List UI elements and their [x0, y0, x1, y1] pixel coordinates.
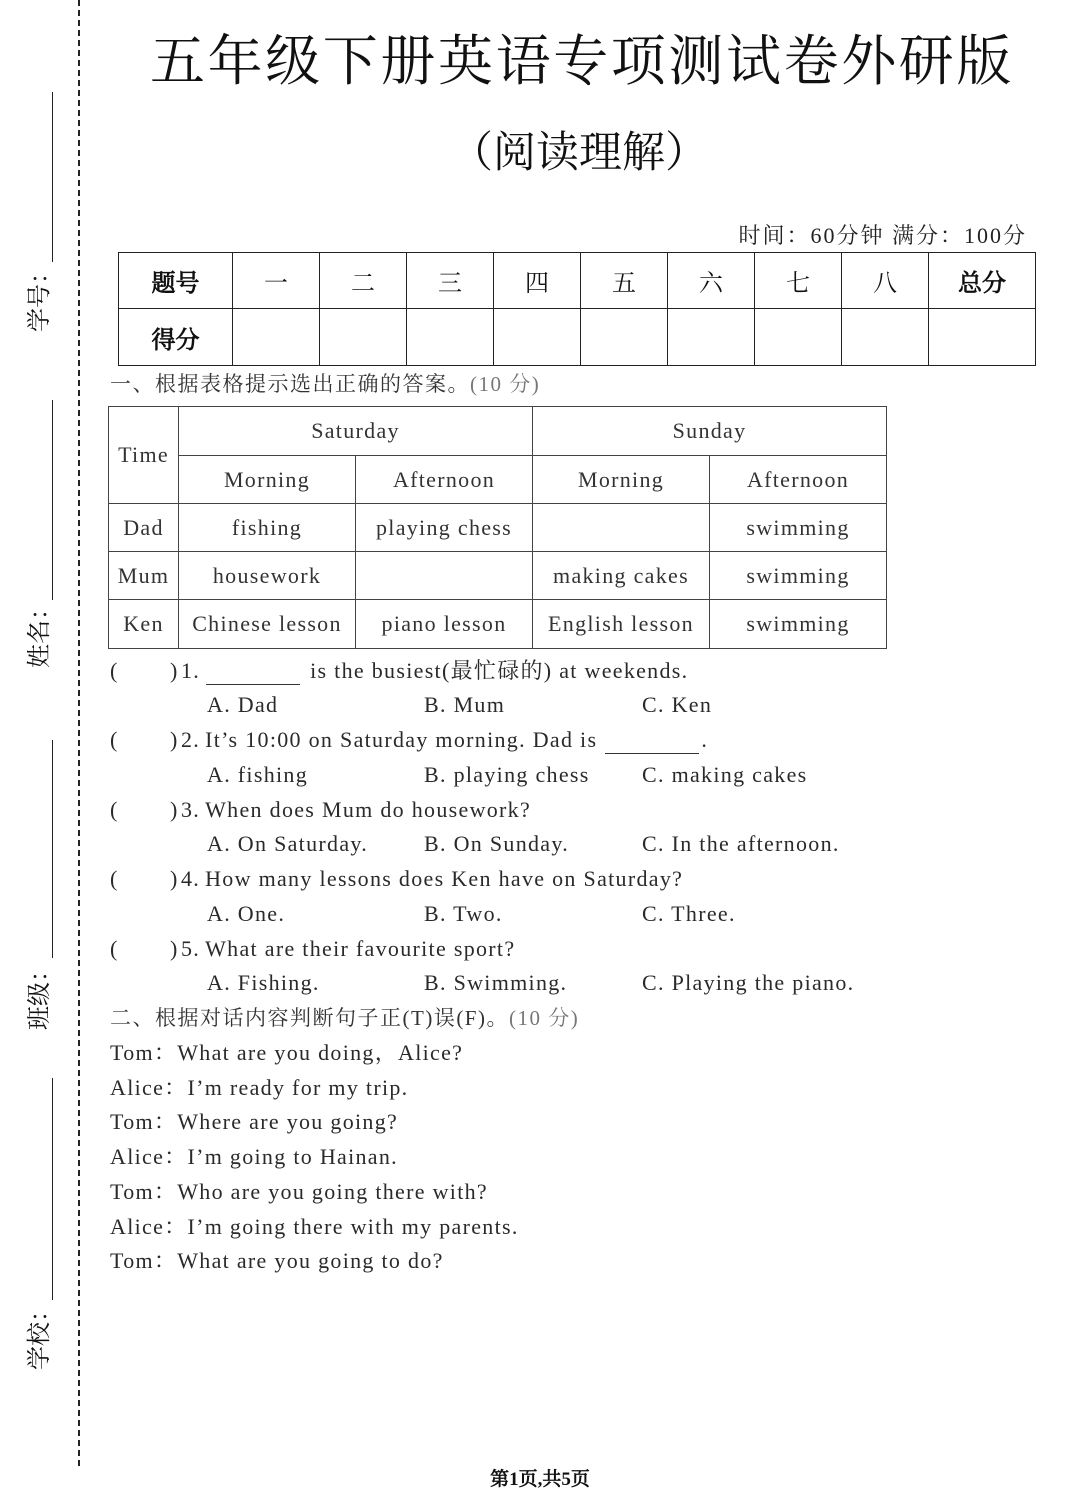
day-header-saturday: Saturday	[179, 407, 533, 456]
option-c: C. Playing the piano.	[642, 970, 855, 996]
question-stem	[181, 932, 515, 967]
activity-cell: Chinese lesson	[179, 600, 356, 649]
question-number: 5.	[181, 935, 201, 961]
option-b: B. playing chess	[424, 761, 590, 787]
answer-paren-close: )	[170, 866, 179, 892]
answer-paren-close: )	[170, 727, 179, 753]
score-cell	[668, 309, 755, 366]
dialogue-line: Alice：I’m ready for my trip.	[110, 1074, 409, 1100]
answer-paren-open: (	[110, 866, 119, 892]
score-cell	[233, 309, 320, 366]
activity-cell: making cakes	[533, 552, 710, 600]
school-label: 学校：	[27, 1298, 53, 1370]
score-cell	[494, 309, 581, 366]
score-table	[118, 252, 1036, 366]
score-cell-total	[929, 309, 1036, 366]
class-label: 班级：	[27, 958, 53, 1030]
answer-paren-close: )	[170, 657, 179, 683]
score-cell	[407, 309, 494, 366]
answer-paren-close: )	[170, 796, 179, 822]
question-stem	[181, 793, 531, 828]
schedule-day-row	[109, 407, 887, 456]
activity-cell: playing chess	[356, 504, 533, 552]
score-header-part-1: 一	[233, 253, 320, 309]
option-c: C. Ken	[642, 692, 713, 718]
schedule-row-mum	[109, 552, 887, 600]
question-text: How many lessons does Ken have on Saturday?	[205, 866, 684, 892]
section2-points: (10 分)	[508, 1006, 580, 1031]
activity-cell: swimming	[710, 504, 887, 552]
question-text: What are their favourite sport?	[205, 935, 516, 961]
option-c: C. Three.	[642, 900, 736, 926]
score-row-label: 得分	[119, 309, 233, 366]
answer-paren-open: (	[110, 727, 119, 753]
question-1	[108, 654, 1008, 689]
name-label: 姓名：	[27, 596, 53, 668]
class-blank-line	[52, 740, 53, 958]
dialogue-line: Tom：What are you going to do?	[110, 1248, 444, 1274]
score-header-part-5: 五	[581, 253, 668, 309]
score-cell	[842, 309, 929, 366]
answer-paren-open: (	[110, 935, 119, 961]
score-cell	[581, 309, 668, 366]
score-header-total: 总分	[929, 253, 1036, 309]
answer-paren-open: (	[110, 796, 119, 822]
option-a: A. Dad	[207, 692, 279, 718]
question-1-options	[108, 688, 1008, 723]
page-title: 五年级下册英语专项测试卷外研版	[150, 31, 1015, 92]
activity-cell: piano lesson	[356, 600, 533, 649]
option-b: B. Two.	[424, 900, 503, 926]
score-header-part-7: 七	[755, 253, 842, 309]
dialogue-line: Tom：Who are you going there with?	[110, 1178, 488, 1204]
exam-info: 时间：60分钟 满分：100分	[738, 223, 1027, 248]
question-2	[108, 723, 1008, 758]
question-stem	[181, 723, 708, 758]
answer-blank	[206, 664, 300, 685]
questions-area	[108, 654, 1008, 1280]
option-c: C. making cakes	[642, 761, 808, 787]
activity-cell: swimming	[710, 600, 887, 649]
period-header: Morning	[179, 456, 356, 504]
school-blank-line	[52, 1078, 53, 1300]
activity-cell: English lesson	[533, 600, 710, 649]
option-a: A. Fishing.	[207, 970, 320, 996]
question-text: It’s 10:00 on Saturday morning. Dad is	[205, 727, 598, 753]
activity-cell: housework	[179, 552, 356, 600]
name-blank-line	[52, 400, 53, 600]
day-header-sunday: Sunday	[533, 407, 887, 456]
question-number: 1.	[181, 657, 201, 683]
question-number: 2.	[181, 727, 201, 753]
question-4	[108, 862, 1008, 897]
question-stem	[181, 862, 683, 897]
score-table-score-row	[119, 309, 1036, 366]
student-id-label: 学号：	[27, 260, 53, 332]
question-5	[108, 932, 1008, 967]
option-b: B. Swimming.	[424, 970, 568, 996]
option-a: A. On Saturday.	[207, 831, 369, 857]
option-c: C. In the afternoon.	[642, 831, 840, 857]
score-header-part-4: 四	[494, 253, 581, 309]
question-5-options	[108, 966, 1008, 1001]
question-text: When does Mum do housework?	[205, 796, 532, 822]
person-name: Mum	[109, 552, 179, 600]
score-cell	[320, 309, 407, 366]
option-a: A. fishing	[207, 761, 308, 787]
option-b: B. Mum	[424, 692, 506, 718]
option-a: A. One.	[207, 900, 286, 926]
question-text: is the busiest(最忙碌的) at weekends.	[310, 657, 689, 683]
question-text-end: .	[701, 727, 709, 753]
score-header-label: 题号	[119, 253, 233, 309]
question-3-options	[108, 827, 1008, 862]
option-b: B. On Sunday.	[424, 831, 570, 857]
period-header: Afternoon	[710, 456, 887, 504]
person-name: Dad	[109, 504, 179, 552]
section1-points: (10 分)	[470, 372, 541, 396]
score-header-part-3: 三	[407, 253, 494, 309]
period-header: Morning	[533, 456, 710, 504]
answer-paren-open: (	[110, 657, 119, 683]
question-4-options	[108, 897, 1008, 932]
activity-cell: fishing	[179, 504, 356, 552]
score-table-header-row	[119, 253, 1036, 309]
dialogue-line: Tom：What are you doing，Alice?	[110, 1039, 464, 1065]
score-header-part-2: 二	[320, 253, 407, 309]
dialogue-line: Tom：Where are you going?	[110, 1109, 399, 1135]
binding-dashed-line	[78, 0, 80, 1466]
schedule-row-ken	[109, 600, 887, 649]
section2-heading-text: 二、根据对话内容判断句子正(T)误(F)。	[110, 1006, 509, 1031]
dialogue-line: Alice：I’m going there with my parents.	[110, 1213, 519, 1239]
section1-heading-text: 一、根据表格提示选出正确的答案。	[110, 372, 470, 396]
score-cell	[755, 309, 842, 366]
dialogue-line: Alice：I’m going to Hainan.	[110, 1144, 398, 1170]
schedule-period-row	[109, 456, 887, 504]
activity-cell: swimming	[710, 552, 887, 600]
period-header: Afternoon	[356, 456, 533, 504]
page-number: 第1页,共5页	[490, 1469, 590, 1490]
section2-heading	[108, 1001, 1008, 1036]
time-header: Time	[109, 407, 179, 504]
page-subtitle: （阅读理解）	[450, 130, 708, 177]
student-id-blank-line	[52, 92, 53, 262]
score-header-part-6: 六	[668, 253, 755, 309]
score-header-part-8: 八	[842, 253, 929, 309]
question-2-options	[108, 758, 1008, 793]
activity-cell	[356, 552, 533, 600]
section1-heading	[110, 370, 540, 398]
activity-cell	[533, 504, 710, 552]
question-3	[108, 793, 1008, 828]
question-stem	[181, 654, 688, 689]
schedule-table	[108, 406, 887, 649]
question-number: 3.	[181, 796, 201, 822]
answer-paren-close: )	[170, 935, 179, 961]
answer-blank	[605, 733, 699, 754]
question-number: 4.	[181, 866, 201, 892]
person-name: Ken	[109, 600, 179, 649]
schedule-row-dad	[109, 504, 887, 552]
